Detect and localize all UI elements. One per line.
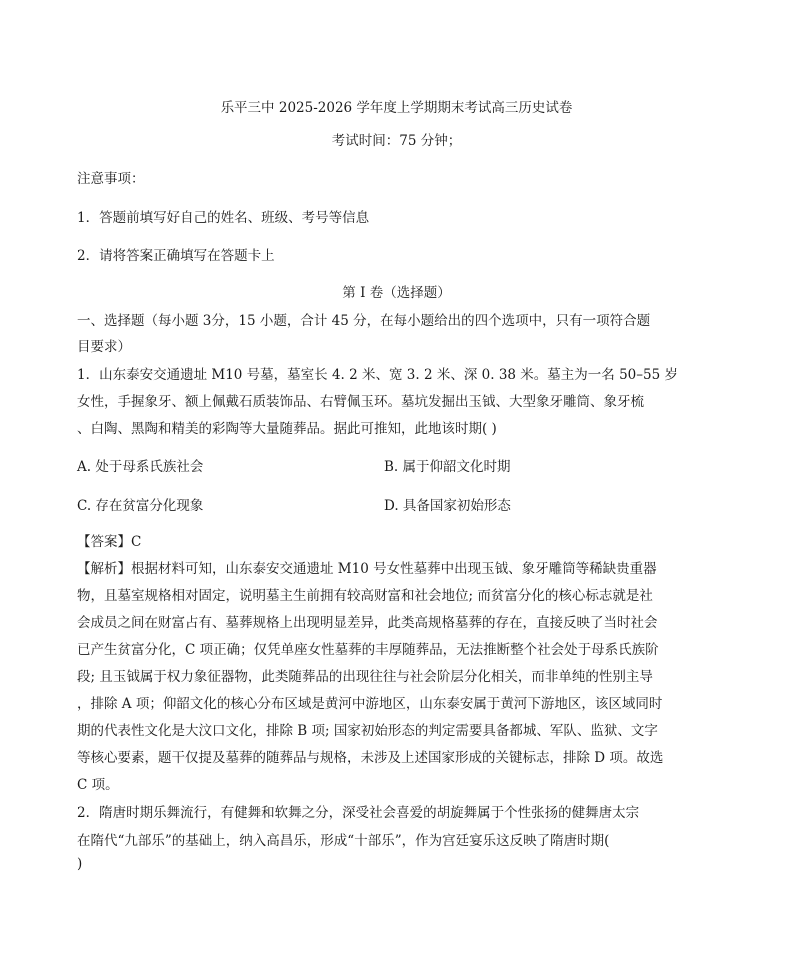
exam-title: 乐平三中 2025-2026 学年度上学期期末考试高三历史试卷 — [220, 100, 573, 116]
notice-heading: 注意事项： — [77, 171, 145, 187]
option-d: D. 具备国家初始形态 — [384, 498, 511, 514]
analysis-line: 已产生贫富分化，C 项正确；仅凭单座女性墓葬的丰厚随葬品，无法推断整个社会处于母系氏族阶 — [77, 642, 659, 658]
question-1-stem-line: 、白陶、黑陶和精美的彩陶等大量随葬品。据此可推知，此地该时期( ) — [77, 421, 497, 437]
analysis-line: 期的代表性文化是大汶口文化，排除 B 项; 国家初始形态的判定需要具备都城、军队、监狱、文字 — [77, 723, 658, 739]
option-c: C. 存在贫富分化现象 — [77, 498, 204, 514]
notice-item-1: 1．答题前填写好自己的姓名、班级、考号等信息 — [77, 210, 370, 226]
analysis-line: 【解析】根据材料可知，山东泰安交通遗址 M10 号女性墓葬中出现玉钺、象牙雕筒等稀缺贵重器 — [77, 561, 657, 577]
notice-item-2: 2．请将答案正确填写在答题卡上 — [77, 248, 275, 264]
analysis-line: 等核心要素，题干仅提及墓葬的随葬品与规格，未涉及上述国家形成的关键标志，排除 D 项。故选 — [77, 750, 664, 766]
section-instruction-line: 目要求） — [77, 339, 131, 355]
analysis-line: C 项。 — [77, 777, 119, 793]
exam-time: 考试时间：75 分钟； — [331, 133, 462, 149]
section-instruction-line: 一、选择题（每小题 3分，15 小题，合计 45 分，在每小题给出的四个选项中，只有一项符合题 — [77, 313, 651, 329]
question-1-stem-line: 1．山东泰安交通遗址 M10 号墓，墓室长 4. 2 米、宽 3. 2 米、深 0. 38 米。墓主为一名 50–55 岁 — [77, 367, 678, 383]
question-2-stem-line: 在隋代“九部乐”的基础上，纳入高昌乐，形成“十部乐”，作为宫廷宴乐这反映了隋唐时期( — [77, 833, 610, 849]
analysis-line: 段; 且玉钺属于权力象征器物，此类随葬品的出现往往与社会阶层分化相关，而非单纯的性别主导 — [77, 669, 653, 685]
analysis-line: 会成员之间在财富占有、墓葬规格上出现明显差异，此类高规格墓葬的存在，直接反映了当时社会 — [77, 615, 658, 631]
section-title: 第 I 卷（选择题） — [342, 285, 451, 301]
analysis-line: 物，且墓室规格相对固定，说明墓主生前拥有较高财富和社会地位; 而贫富分化的核心标志就是社 — [77, 588, 653, 604]
analysis-line: ，排除 A 项；仰韶文化的核心分布区域是黄河中游地区，山东泰安属于黄河下游地区，该区域同时 — [77, 696, 663, 712]
option-b: B. 属于仰韶文化时期 — [384, 459, 511, 475]
question-1-stem-line: 女性，手握象牙、额上佩戴石质装饰品、右臂佩玉环。墓坑发掘出玉钺、大型象牙雕筒、象牙梳 — [77, 394, 644, 410]
question-2-stem-line: 2．隋唐时期乐舞流行，有健舞和软舞之分，深受社会喜爱的胡旋舞属于个性张扬的健舞唐太宗 — [77, 805, 640, 821]
option-a: A. 处于母系氏族社会 — [77, 459, 204, 475]
question-2-stem-line: ) — [77, 856, 83, 872]
answer-label: 【答案】C — [77, 534, 142, 550]
